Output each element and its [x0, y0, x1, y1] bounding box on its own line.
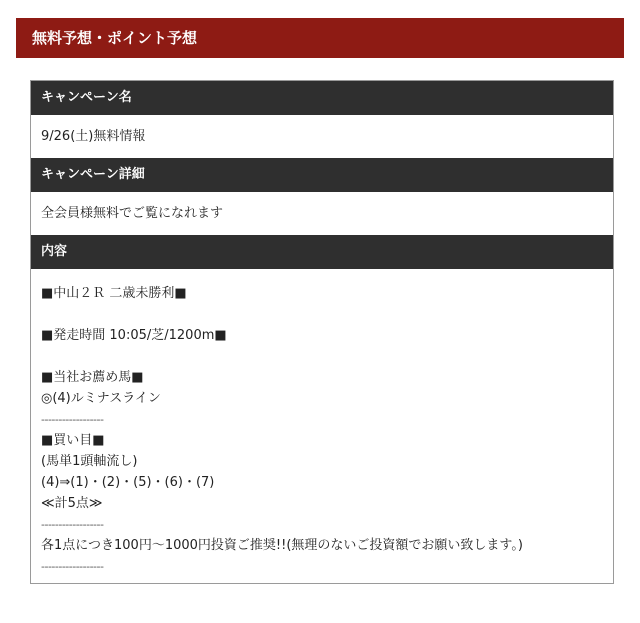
- campaign-name-value: 9/26(土)無料情報: [31, 115, 613, 158]
- bet-type: (馬単1頭軸流し): [41, 454, 138, 469]
- bets-heading: ■買い目■: [41, 433, 105, 448]
- spacer-line: [41, 346, 603, 367]
- divider-line: ------------------: [41, 560, 104, 573]
- spacer-line: [41, 304, 603, 325]
- campaign-detail-value: 全会員様無料でご覧になれます: [31, 192, 613, 235]
- page-title: 無料予想・ポイント予想: [16, 18, 624, 58]
- campaign-name-header: キャンペーン名: [31, 81, 613, 115]
- campaign-info-table: [30, 80, 614, 584]
- race-line: ■中山２Ｒ 二歳未勝利■: [41, 286, 187, 301]
- bet-combinations: (4)⇒(1)・(2)・(5)・(6)・(7): [41, 475, 215, 490]
- recommended-horse-heading: ■当社お薦め馬■: [41, 370, 144, 385]
- bet-total: ≪計5点≫: [41, 496, 103, 511]
- investment-recommendation: 各1点につき100円〜1000円投資ご推奨!!(無理のないご投資額でお願い致します。): [41, 538, 523, 553]
- divider-line: ------------------: [41, 518, 104, 531]
- content-header: 内容: [31, 235, 613, 269]
- recommended-horse: ◎(4)ルミナスライン: [41, 391, 161, 406]
- post-time-line: ■発走時間 10:05/芝/1200m■: [41, 328, 227, 343]
- content-body: [31, 269, 613, 583]
- divider-line: ------------------: [41, 413, 104, 426]
- campaign-detail-header: キャンペーン詳細: [31, 158, 613, 192]
